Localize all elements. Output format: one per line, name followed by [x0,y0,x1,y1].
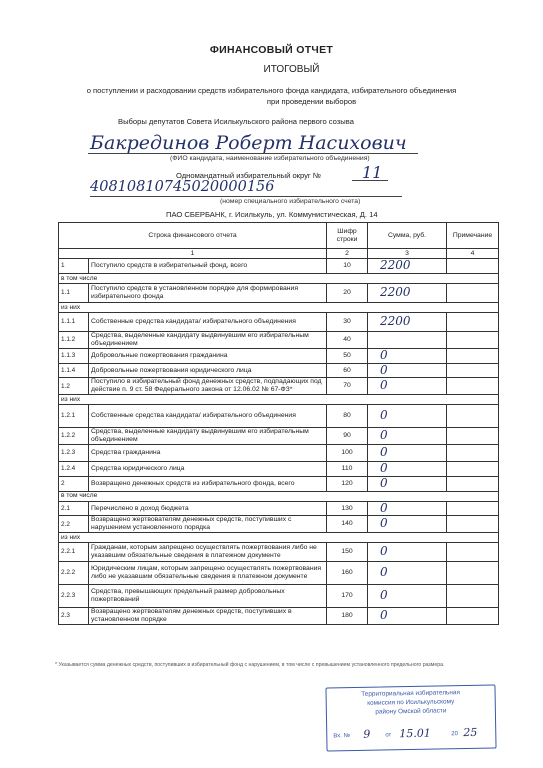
row-code: 170 [327,585,368,608]
table-row [59,543,499,562]
row-description: Поступило средств в установленном порядке для формирования избирательного фонда [89,284,327,303]
district-number: 11 [362,163,383,182]
table-row [59,562,499,585]
row-code: 110 [327,462,368,477]
row-sum: 2200 [368,313,447,332]
district-label: Одномандатный избирательный округ № [176,171,321,180]
row-number: 2.1 [59,501,89,516]
row-sum: 2200 [368,259,447,274]
financial-table [58,222,499,625]
row-description: Средства юридического лица [89,462,327,477]
account-underline [90,196,402,197]
table-row [59,313,499,332]
row-description: Возвращено денежных средств из избирательного фонда, всего [89,476,327,491]
row-code: 20 [327,284,368,303]
stamp-year-prefix: 20 [451,731,459,738]
row-code: 40 [327,332,368,349]
row-code: 120 [327,476,368,491]
row-sum: 0 [368,428,447,445]
row-description: Поступило в избирательный фонд денежных средств, подпадающих под действие п. 9 ст. 58 Федерального закона от 12.06.02 № 67-ФЗ* [89,378,327,395]
row-description: Юридическим лицам, которым запрещено осуществлять пожертвования либо не указавшим обязательные сведения в платежном документе [89,562,327,585]
row-number: 2.3 [59,608,89,625]
stamp-reg-number: 9 [363,727,371,741]
row-description: Средства, выделенные кандидату выдвинувшим его избирательным объединением [89,332,327,349]
row-description: Средства, выделенные кандидату выдвинувшим его избирательным объединением [89,428,327,445]
stamp-year: 25 [463,725,478,740]
table-subheader-row [59,491,499,501]
table-row [59,284,499,303]
candidate-caption: (ФИО кандидата, наименование избирательного объединения) [170,155,370,162]
footnote: * Указывается сумма денежных средств, поступивших в избирательный фонд с нарушением, в том числе с превышением установленного предельного размера. [55,662,445,668]
row-sum: 0 [368,363,447,378]
stamp-line-3: району Омской области [375,707,447,716]
table-row [59,378,499,395]
row-number: 2.2.2 [59,562,89,585]
row-sum: 0 [368,585,447,608]
row-note [447,259,499,274]
row-number: 1.2.3 [59,445,89,462]
row-code: 140 [327,516,368,533]
row-sum: 2200 [368,284,447,303]
row-sum: 0 [368,516,447,533]
row-code: 50 [327,348,368,363]
row-code: 70 [327,378,368,395]
table-header-row [59,223,499,249]
col-number-3: 3 [368,249,447,259]
row-sum [368,332,447,349]
subheader-label: из них [59,303,499,313]
col-number-2: 2 [327,249,368,259]
col-number-4: 4 [447,249,499,259]
row-code: 150 [327,543,368,562]
row-note [447,405,499,428]
table-subheader-row [59,274,499,284]
row-number: 1.2.2 [59,428,89,445]
row-number: 1.1 [59,284,89,303]
row-note [447,428,499,445]
header-sum: Сумма, руб. [368,223,447,249]
stamp-line-2: комиссия по Исилькульскому [367,698,455,707]
row-note [447,562,499,585]
report-description-2: при проведении выборов [266,97,357,106]
row-sum: 0 [368,543,447,562]
row-description: Добровольные пожертвования гражданина [89,348,327,363]
row-number: 1.2.1 [59,405,89,428]
table-row [59,462,499,477]
row-code: 90 [327,428,368,445]
row-sum: 0 [368,476,447,491]
table-row [59,348,499,363]
row-note [447,313,499,332]
row-description: Поступило средств в избирательный фонд, всего [89,259,327,274]
row-description: Возвращено жертвователям денежных средств, поступивших с нарушением установленного порядка [89,516,327,533]
col-number-1: 1 [59,249,327,259]
stamp-reg-prefix: Вх. № [333,733,351,740]
row-description: Гражданам, которым запрещено осуществлять пожертвования либо не указавшим обязательные сведения в платежном документе [89,543,327,562]
row-note [447,501,499,516]
header-row-label: Строка финансового отчета [59,223,327,249]
row-note [447,462,499,477]
row-note [447,476,499,491]
row-number: 1.1.2 [59,332,89,349]
row-note [447,284,499,303]
table-subheader-row [59,395,499,405]
row-code: 10 [327,259,368,274]
row-code: 60 [327,363,368,378]
row-note [447,516,499,533]
subheader-label: из них [59,533,499,543]
row-code: 160 [327,562,368,585]
column-number-row [59,249,499,259]
table-row [59,259,499,274]
bank-name: ПАО СБЕРБАНК, г. Исилькуль, ул. Коммунистическая, Д. 14 [166,210,378,219]
candidate-name: Бакрединов Роберт Насихович [90,132,407,154]
table-row [59,428,499,445]
account-caption: (номер специального избирательного счета) [220,198,361,205]
report-subtitle: ИТОГОВЫЙ [263,64,320,75]
row-note [447,445,499,462]
row-sum: 0 [368,348,447,363]
row-description: Возвращено жертвователям денежных средств, поступивших в установленном порядке [89,608,327,625]
row-number: 1.2 [59,378,89,395]
row-number: 1.1.4 [59,363,89,378]
report-description: о поступлении и расходовании средств избирательного фонда кандидата, избирательного объединения [86,86,457,95]
row-sum: 0 [368,405,447,428]
row-note [447,585,499,608]
row-sum: 0 [368,501,447,516]
row-description: Средства, превышающих предельный размер добровольных пожертвований [89,585,327,608]
row-number: 2.2 [59,516,89,533]
header-note: Примечание [447,223,499,249]
row-description: Добровольные пожертвования юридического лица [89,363,327,378]
row-number: 1.1.3 [59,348,89,363]
table-row [59,405,499,428]
row-code: 130 [327,501,368,516]
table-row [59,585,499,608]
row-sum: 0 [368,378,447,395]
table-row [59,445,499,462]
account-number: 40810810745020000156 [90,179,275,195]
row-note [447,348,499,363]
report-title: ФИНАНСОВЫЙ ОТЧЕТ [209,44,334,56]
row-sum: 0 [368,445,447,462]
election-name: Выборы депутатов Совета Исилькульского района первого созыва [118,117,354,126]
row-description: Собственные средства кандидата/ избирательного объединения [89,313,327,332]
stamp-date-prefix: от [385,732,392,739]
row-note [447,363,499,378]
row-number: 2 [59,476,89,491]
table-row [59,516,499,533]
row-code: 180 [327,608,368,625]
row-code: 80 [327,405,368,428]
header-code: Шифр строки [327,223,368,249]
stamp-date: 15.01 [399,726,431,741]
row-description: Перечислено в доход бюджета [89,501,327,516]
row-number: 2.2.3 [59,585,89,608]
subheader-label: в том числе [59,274,499,284]
stamp-line-1: Территориальная избирательная [361,689,460,698]
table-row [59,332,499,349]
table-subheader-row [59,533,499,543]
subheader-label: в том числе [59,491,499,501]
row-note [447,608,499,625]
row-code: 30 [327,313,368,332]
registration-stamp [325,685,496,752]
row-number: 1.1.1 [59,313,89,332]
subheader-label: из них [59,395,499,405]
table-row [59,363,499,378]
table-subheader-row [59,303,499,313]
table-row [59,608,499,625]
row-description: Собственные средства кандидата/ избирательного объединения [89,405,327,428]
row-sum: 0 [368,562,447,585]
row-sum: 0 [368,608,447,625]
row-sum: 0 [368,462,447,477]
table-row [59,476,499,491]
row-note [447,378,499,395]
row-note [447,332,499,349]
row-number: 1 [59,259,89,274]
row-note [447,543,499,562]
row-description: Средства гражданина [89,445,327,462]
row-number: 2.2.1 [59,543,89,562]
row-number: 1.2.4 [59,462,89,477]
row-code: 100 [327,445,368,462]
table-row [59,501,499,516]
